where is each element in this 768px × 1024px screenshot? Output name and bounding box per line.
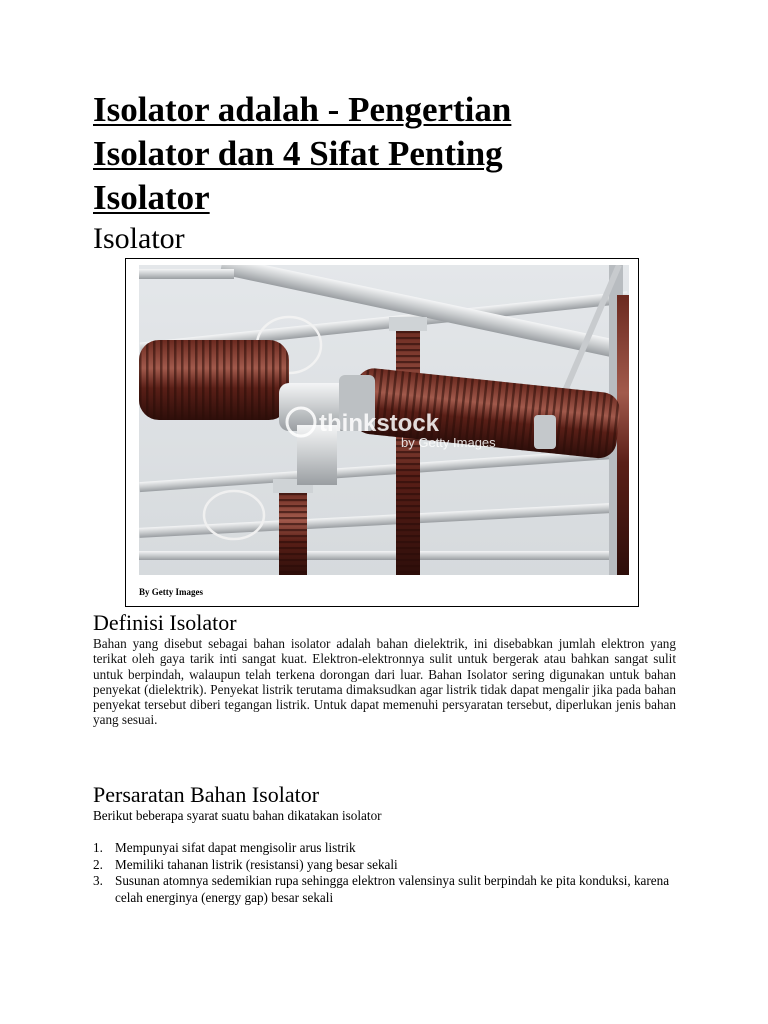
document-page <box>93 88 676 905</box>
requirements-list <box>93 840 676 906</box>
title-line-3: Isolator <box>93 178 210 217</box>
watermark-brand: thinkstock <box>319 410 440 437</box>
list-number: 2. <box>93 856 103 872</box>
subtitle: Isolator <box>93 222 185 255</box>
insulator-photo <box>139 265 629 575</box>
list-item <box>93 873 676 906</box>
title-line-2: Isolator dan 4 Sifat Penting <box>93 134 503 173</box>
requirements-intro: Berikut beberapa syarat suatu bahan dikatakan isolator <box>93 808 382 823</box>
list-text: Mempunyai sifat dapat mengisolir arus listrik <box>115 840 356 855</box>
insulator-illustration <box>139 265 629 575</box>
list-item <box>93 857 676 874</box>
watermark-sub: by Getty Images <box>401 435 496 450</box>
definition-paragraph: Bahan yang disebut sebagai bahan isolator adalah bahan dielektrik, ini disebabkan jumlah elektron yang terikat oleh gaya tarik inti sangat kuat. Elektron-elektronnya sulit untuk bergerak atau bahkan sangat sulit untuk berpindah, walaupun telah terkena dorongan dari luar. Bahan Isolator sering digunakan untuk bahan penyekat (dielektrik). Penyekat listrik terutama dimaksudkan agar listrik tidak dapat mengalir jika pada bahan penyekat tersebut diberi tegangan listrik. Untuk dapat memenuhi persyaratan tersebut, diperlukan jenis bahan yang sesuai. <box>93 636 676 728</box>
list-text: Memiliki tahanan listrik (resistansi) yang besar sekali <box>115 856 398 872</box>
list-number: 3. <box>93 873 103 888</box>
title-line-1: Isolator adalah - Pengertian <box>93 90 512 129</box>
list-item <box>93 840 676 857</box>
section-definition <box>93 610 676 728</box>
requirements-heading: Persaratan Bahan Isolator <box>93 782 320 807</box>
list-number: 1. <box>93 840 103 855</box>
figure-box <box>125 258 639 607</box>
section-requirements <box>93 782 676 906</box>
list-text: Susunan atomnya sedemikian rupa sehingga elektron valensinya sulit berpindah ke pita konduksi, karena celah energinya (energy gap) besar sekali <box>115 873 670 905</box>
definition-heading: Definisi Isolator <box>93 610 237 635</box>
document-title <box>93 88 676 220</box>
figure-caption: By Getty Images <box>139 587 203 597</box>
